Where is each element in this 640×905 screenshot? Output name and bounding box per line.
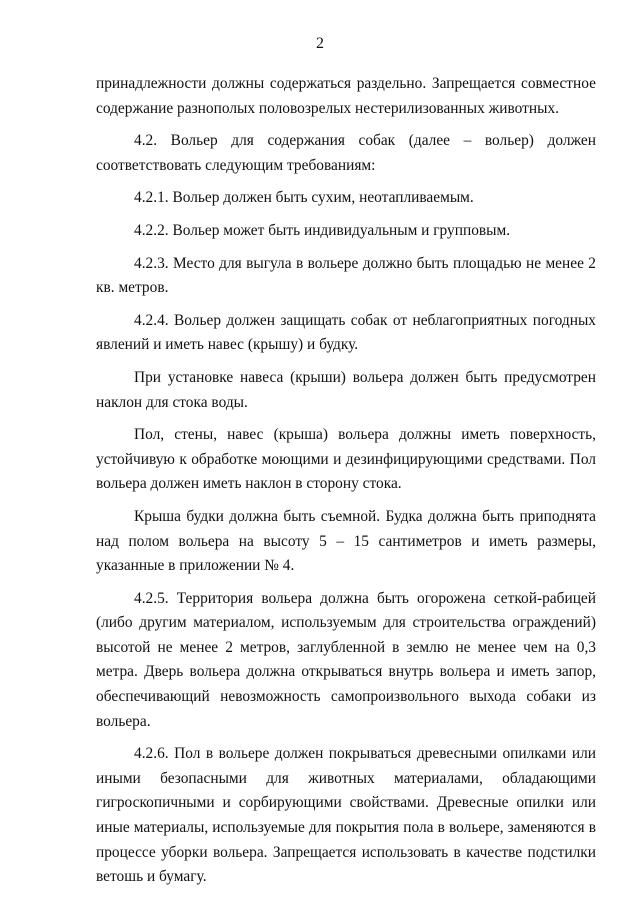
paragraph-surfaces: Пол, стены, навес (крыша) вольера должны иметь поверхность, устойчивую к обработке моющими и дезинфицирующими средствами. Пол вольера должен иметь наклон в сторону стока. [96,426,596,493]
paragraph-4-2-1: 4.2.1. Вольер должен быть сухим, неотапливаемым. [134,189,474,207]
paragraph-4-2: 4.2. Вольер для содержания собак (далее – вольер) должен соответствовать следующим требованиям: [96,132,596,174]
page-number: 2 [316,35,324,52]
paragraph-canopy-slope: При установке навеса (крыши) вольера должен быть предусмотрен наклон для стока воды. [96,368,596,411]
paragraph-continuation: принадлежности должны содержаться раздельно. Запрещается совместное содержание разнополых половозрелых нестерилизованных животных. [96,75,596,117]
paragraph-4-2-6: 4.2.6. Пол в вольере должен покрываться древесными опилками или иными безопасными для животных материалами, обладающими гигроскопичными и сорбирующими свойствами. Древесные опилки или иные материалы, используемые для покрытия пола в вольере, заменяются в процессе уборки вольера. Запрещается использовать в качестве подстилки ветошь и бумагу. [96,745,596,886]
paragraph-4-2-5: 4.2.5. Территория вольера должна быть огорожена сеткой-рабицей (либо другим материалом, используемым для строительства ограждений) высотой не менее 2 метров, заглубленной в землю не менее чем на 0,3 метра. Дверь вольера должна открываться внутрь вольера и иметь запор, обеспечивающий невозможность самопроизвольного выхода собаки из вольера. [96,589,596,730]
paragraph-4-2-4: 4.2.4. Вольер должен защищать собак от неблагоприятных погодных явлений и иметь навес (крышу) и будку. [96,311,596,354]
paragraph-kennel-roof: Крыша будки должна быть съемной. Будка должна быть приподнята над полом вольера на высоту 5 – 15 сантиметров и иметь размеры, указанные в приложении № 4. [96,507,596,575]
document-body [96,72,596,898]
paragraph-4-2-3: 4.2.3. Место для выгула в вольере должно быть площадью не менее 2 кв. метров. [96,254,596,297]
paragraph-4-2-2: 4.2.2. Вольер может быть индивидуальным и групповым. [134,221,511,239]
